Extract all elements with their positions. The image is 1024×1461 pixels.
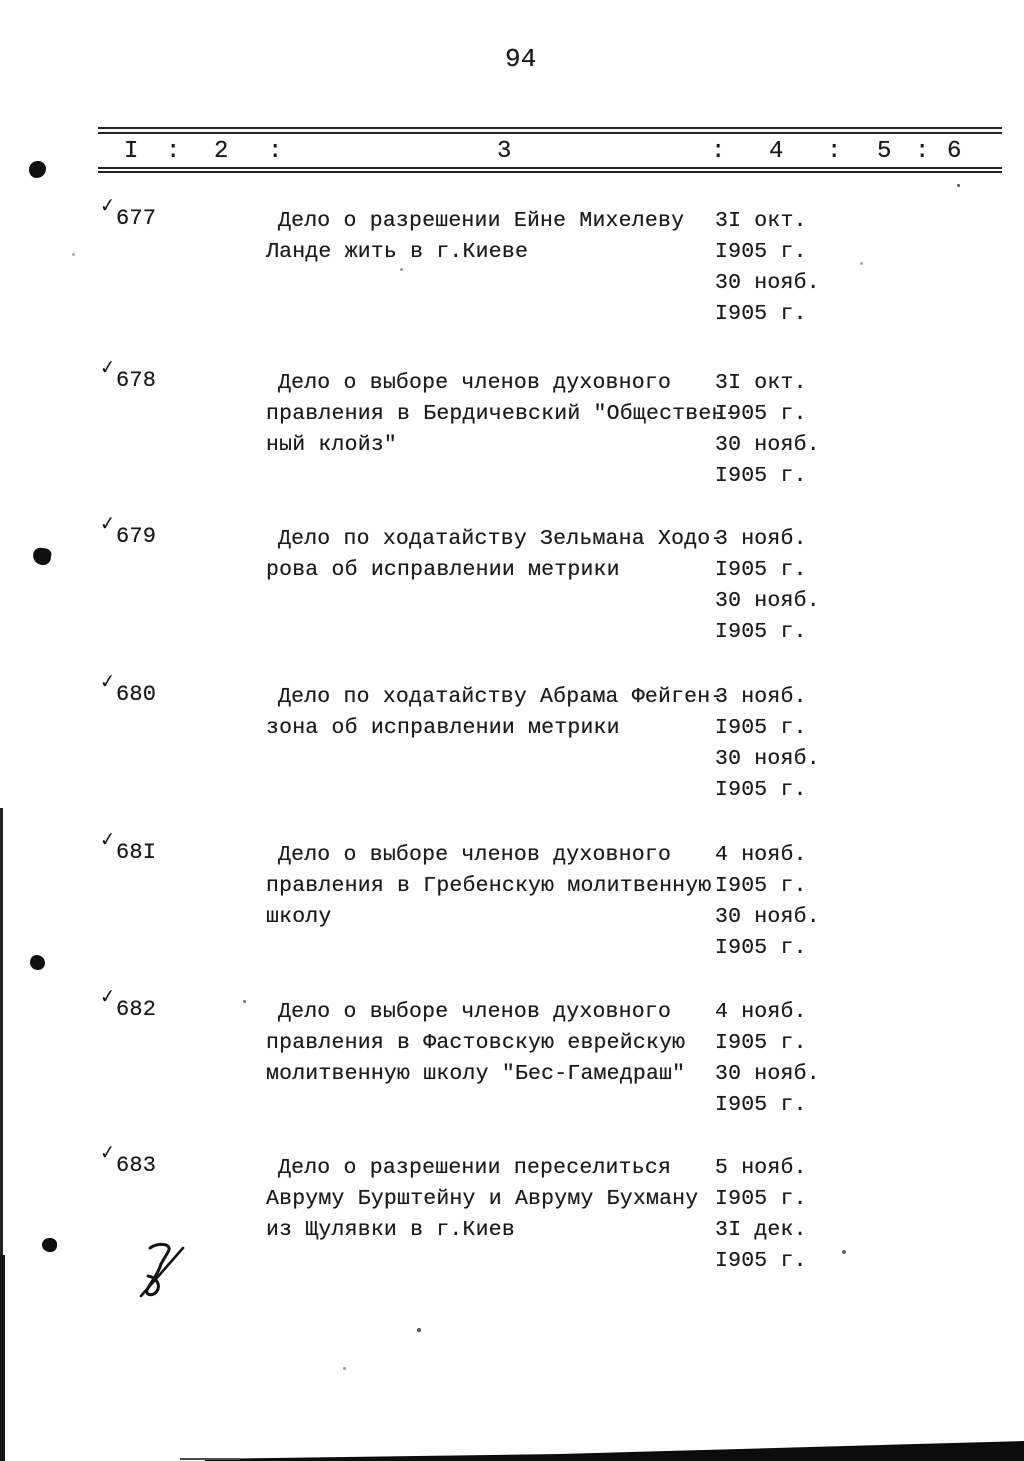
- date-line: 3 нояб.: [715, 527, 807, 551]
- toner-speck: [400, 268, 403, 271]
- hole-punch-dot: [42, 1238, 57, 1252]
- date-line: 30 нояб.: [715, 589, 820, 613]
- description-line: Авруму Бурштейну и Авруму Бухману: [266, 1187, 699, 1211]
- toner-speck: [72, 253, 75, 256]
- entry-dates: [715, 1153, 875, 1277]
- date-line: I905 г.: [715, 558, 807, 582]
- entry-description: [266, 840, 736, 933]
- entry-dates: [715, 524, 875, 648]
- date-line: 3I дек.: [715, 1218, 807, 1242]
- date-line: I905 г.: [715, 936, 807, 960]
- check-mark-icon: ✓: [99, 984, 116, 1011]
- toner-speck: [343, 1367, 346, 1370]
- description-line: правления в Гребенскую молитвенную: [266, 874, 712, 898]
- description-line: Дело по ходатайству Зельмана Ходо-: [278, 527, 724, 551]
- scan-edge-line: [0, 1255, 5, 1461]
- description-line: Ланде жить в г.Киеве: [266, 240, 529, 264]
- scan-edge-line: [0, 808, 3, 1258]
- description-line: правления в Фастовскую еврейскую: [266, 1031, 686, 1055]
- check-mark-icon: ✓: [99, 1140, 116, 1167]
- toner-speck: [842, 1250, 846, 1254]
- column-header-3: 3: [497, 138, 512, 165]
- hole-punch-dot: [29, 161, 46, 178]
- entry-description: [266, 524, 736, 586]
- description-line: ный клойз": [266, 433, 398, 457]
- check-mark-icon: ✓: [99, 193, 116, 220]
- date-line: I905 г.: [715, 716, 807, 740]
- handwritten-mark: [128, 1235, 198, 1310]
- column-separator: :: [827, 138, 842, 165]
- entry-description: [266, 997, 736, 1090]
- date-line: I905 г.: [715, 402, 807, 426]
- description-line: Дело о разрешении Ейне Михелеву: [278, 209, 685, 233]
- date-line: 3 нояб.: [715, 685, 807, 709]
- date-line: I905 г.: [715, 240, 807, 264]
- header-rule-bottom-1: [98, 167, 1002, 169]
- column-header-1: I: [124, 138, 139, 165]
- entry-dates: [715, 206, 875, 330]
- entry-dates: [715, 997, 875, 1121]
- column-separator: :: [711, 138, 726, 165]
- entry-number: 679: [116, 524, 157, 549]
- date-line: I905 г.: [715, 1093, 807, 1117]
- date-line: 4 нояб.: [715, 843, 807, 867]
- entry-number: 682: [116, 997, 157, 1022]
- hole-punch-dot: [30, 955, 45, 970]
- entry-description: [266, 682, 736, 744]
- column-separator: :: [915, 138, 930, 165]
- column-separator: :: [166, 138, 181, 165]
- date-line: I905 г.: [715, 1187, 807, 1211]
- toner-speck: [957, 184, 960, 187]
- date-line: I905 г.: [715, 464, 807, 488]
- date-line: I905 г.: [715, 302, 807, 326]
- scan-bottom-border: [0, 1438, 1024, 1461]
- entry-description: [266, 1153, 736, 1246]
- entry-dates: [715, 840, 875, 964]
- date-line: 3I окт.: [715, 209, 807, 233]
- description-line: школу: [266, 905, 332, 929]
- ink-blob: [32, 547, 52, 566]
- date-line: 30 нояб.: [715, 747, 820, 771]
- description-line: зона об исправлении метрики: [266, 716, 620, 740]
- date-line: 30 нояб.: [715, 271, 820, 295]
- description-line: Дело по ходатайству Абрама Фейген-: [278, 685, 724, 709]
- entry-number: 680: [116, 682, 157, 707]
- check-mark-icon: ✓: [99, 511, 116, 538]
- check-mark-icon: ✓: [99, 669, 116, 696]
- header-rule-bottom-2: [98, 171, 1002, 173]
- date-line: I905 г.: [715, 778, 807, 802]
- column-header-5: 5: [877, 138, 892, 165]
- date-line: 30 нояб.: [715, 433, 820, 457]
- entry-description: [266, 206, 736, 268]
- entry-number: 678: [116, 368, 157, 393]
- column-header-2: 2: [214, 138, 229, 165]
- description-line: Дело о выборе членов духовного: [278, 371, 672, 395]
- toner-speck: [243, 1000, 246, 1003]
- date-line: I905 г.: [715, 1249, 807, 1273]
- column-separator: :: [268, 138, 283, 165]
- date-line: I905 г.: [715, 620, 807, 644]
- entry-dates: [715, 368, 875, 492]
- description-line: правления в Бердичевский "Обществен-: [266, 402, 738, 426]
- column-header-6: 6: [947, 138, 962, 165]
- date-line: 3I окт.: [715, 371, 807, 395]
- header-rule-top-1: [98, 127, 1002, 129]
- description-line: из Щулявки в г.Киев: [266, 1218, 515, 1242]
- date-line: 30 нояб.: [715, 1062, 820, 1086]
- entry-number: 68I: [116, 840, 157, 865]
- header-rule-top-2: [98, 132, 1002, 134]
- description-line: рова об исправлении метрики: [266, 558, 620, 582]
- entry-number: 677: [116, 206, 157, 231]
- description-line: Дело о выборе членов духовного: [278, 843, 672, 867]
- toner-speck: [860, 262, 863, 265]
- page-number: 94: [505, 44, 537, 74]
- date-line: 4 нояб.: [715, 1000, 807, 1024]
- description-line: Дело о разрешении переселиться: [278, 1156, 672, 1180]
- date-line: 30 нояб.: [715, 905, 820, 929]
- date-line: I905 г.: [715, 1031, 807, 1055]
- description-line: молитвенную школу "Бес-Гамедраш": [266, 1062, 686, 1086]
- date-line: I905 г.: [715, 874, 807, 898]
- toner-speck: [417, 1328, 421, 1332]
- check-mark-icon: ✓: [99, 355, 116, 382]
- entry-description: [266, 368, 736, 461]
- description-line: Дело о выборе членов духовного: [278, 1000, 672, 1024]
- date-line: 5 нояб.: [715, 1156, 807, 1180]
- check-mark-icon: ✓: [99, 827, 116, 854]
- entry-number: 683: [116, 1153, 157, 1178]
- column-header-4: 4: [769, 138, 784, 165]
- entry-dates: [715, 682, 875, 806]
